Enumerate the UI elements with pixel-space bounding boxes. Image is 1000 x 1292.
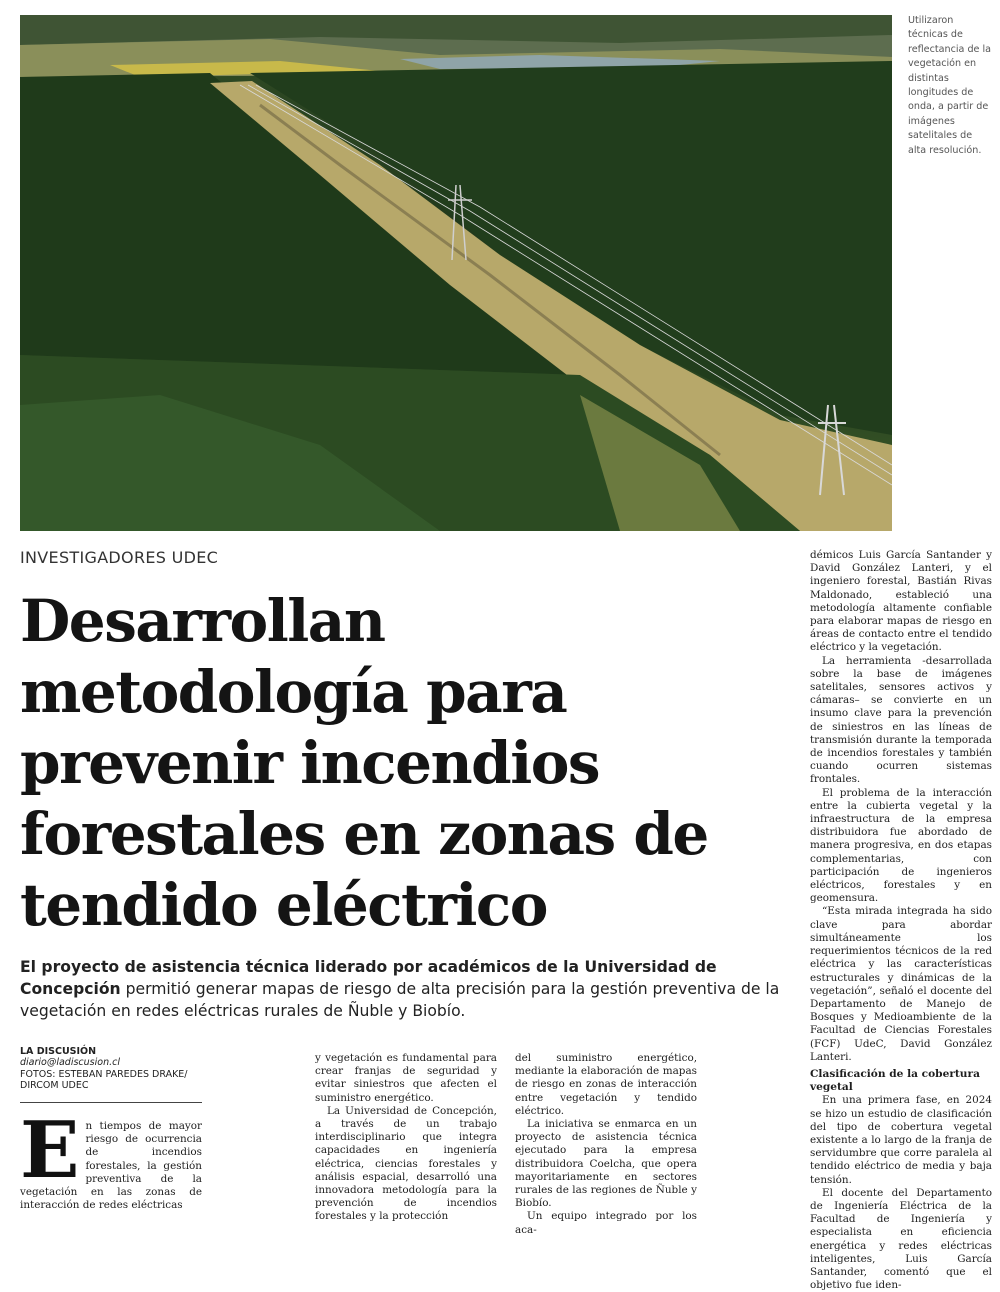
photo-caption: Utilizaron técnicas de reflectancia de la vegetación en distintas longitudes de onda, a partir de imágenes satelitales de alta resolución.: [908, 15, 992, 156]
body-paragraph: La herramienta -desarrollada sobre la base de imágenes satelitales, sensores activos y cámaras– se convierte en un insumo clave para la prevención de siniestros en las líneas de transmisión durante la temporada de incendios forestales y también cuando ocurren sistemas frontales.: [810, 654, 992, 786]
article-headline: Desarrollan metodología para prevenir incendios forestales en zonas de tendido eléctrico: [20, 587, 708, 939]
byline-divider: [20, 1102, 202, 1103]
forest-powerline-illustration: [20, 15, 892, 531]
body-paragraph: La Universidad de Concepción, a través de un trabajo interdisciplinario que integra capacidades en ingeniería eléctrica, ciencias forestales y análisis espacial, desarrolló una innovadora metodología para la prevención de incendios forestales y la protección: [315, 1104, 497, 1223]
body-paragraph: y vegetación es fundamental para crear franjas de seguridad y evitar siniestros que afecten el suministro energético.: [315, 1052, 497, 1104]
body-paragraph: “Esta mirada integrada ha sido clave para abordar simultáneamente los requerimientos técnicos de la red eléctrica y las características estructurales y dinámicas de la vegetación”, señaló el docente del Departamento de Manejo de Bosques y Medioambiente de la Facultad de Ciencias Forestales (FCF) UdeC, David González Lanteri.: [810, 905, 992, 1063]
lead-bold: El proyecto de asistencia técnica liderado por académicos de la Universidad de Concepción: [20, 958, 717, 998]
byline-photos: FOTOS: ESTEBAN PAREDES DRAKE/ DIRCOM UDEC: [20, 1068, 188, 1092]
body-paragraph: El problema de la interacción entre la cubierta vegetal y la infraestructura de la empresa distribuidora fue abordado de manera progresiva, en dos etapas complementarias, con participación de ingenieros eléctricos, forestales y en geomensura.: [810, 786, 992, 905]
lead-rest: permitió generar mapas de riesgo de alta precisión para la gestión preventiva de la vegetación en redes eléctricas rurales de Ñuble y Biobío.: [20, 980, 780, 1020]
body-paragraph: Un equipo integrado por los aca-: [515, 1210, 697, 1236]
article-photo: [20, 15, 892, 531]
article-kicker: INVESTIGADORES UDEC: [20, 548, 219, 567]
body-column-4: [810, 549, 992, 1292]
drop-cap: E: [20, 1105, 80, 1196]
subheading: Clasificación de la cobertura vegetal: [810, 1067, 980, 1094]
body-paragraph: n tiempos de mayor riesgo de ocurrencia de incendios forestales, la gestión preventiva de la vegetación en las zonas de interacción de redes eléctricas: [20, 1120, 202, 1212]
article-lead: [20, 956, 796, 1022]
byline: [20, 1046, 202, 1092]
byline-org: LA DISCUSIÓN: [20, 1046, 97, 1057]
body-paragraph: El docente del Departamento de Ingeniería Eléctrica de la Facultad de Ingeniería y especialista en eficiencia energética y redes eléctricas inteligentes, Luis García Santander, comentó que el objetivo fue iden-: [810, 1186, 992, 1292]
body-paragraph: En una primera fase, en 2024 se hizo un estudio de clasificación del tipo de cobertura vegetal existente a lo largo de la franja de servidumbre que corre paralela al tendido eléctrico de media y baja tensión.: [810, 1094, 992, 1186]
body-paragraph: del suministro energético, mediante la elaboración de mapas de riesgo en zonas de interacción entre vegetación y tendido eléctrico.: [515, 1052, 697, 1117]
body-column-3: [515, 1052, 697, 1237]
body-paragraph: La iniciativa se enmarca en un proyecto de asistencia técnica ejecutado para la empresa distribuidora Coelcha, que opera mayoritariamente en sectores rurales de las regiones de Ñuble y Biobío.: [515, 1118, 697, 1210]
byline-email: diario@ladiscusion.cl: [20, 1057, 120, 1069]
body-paragraph: démicos Luis García Santander y David González Lanteri, y el ingeniero forestal, Bastián Rivas Maldonado, estableció una metodología altamente confiable para elaborar mapas de riesgo en áreas de contacto entre el tendido eléctrico y la vegetación.: [810, 549, 992, 654]
body-column-1: [20, 1105, 202, 1212]
body-column-2: [315, 1052, 497, 1224]
